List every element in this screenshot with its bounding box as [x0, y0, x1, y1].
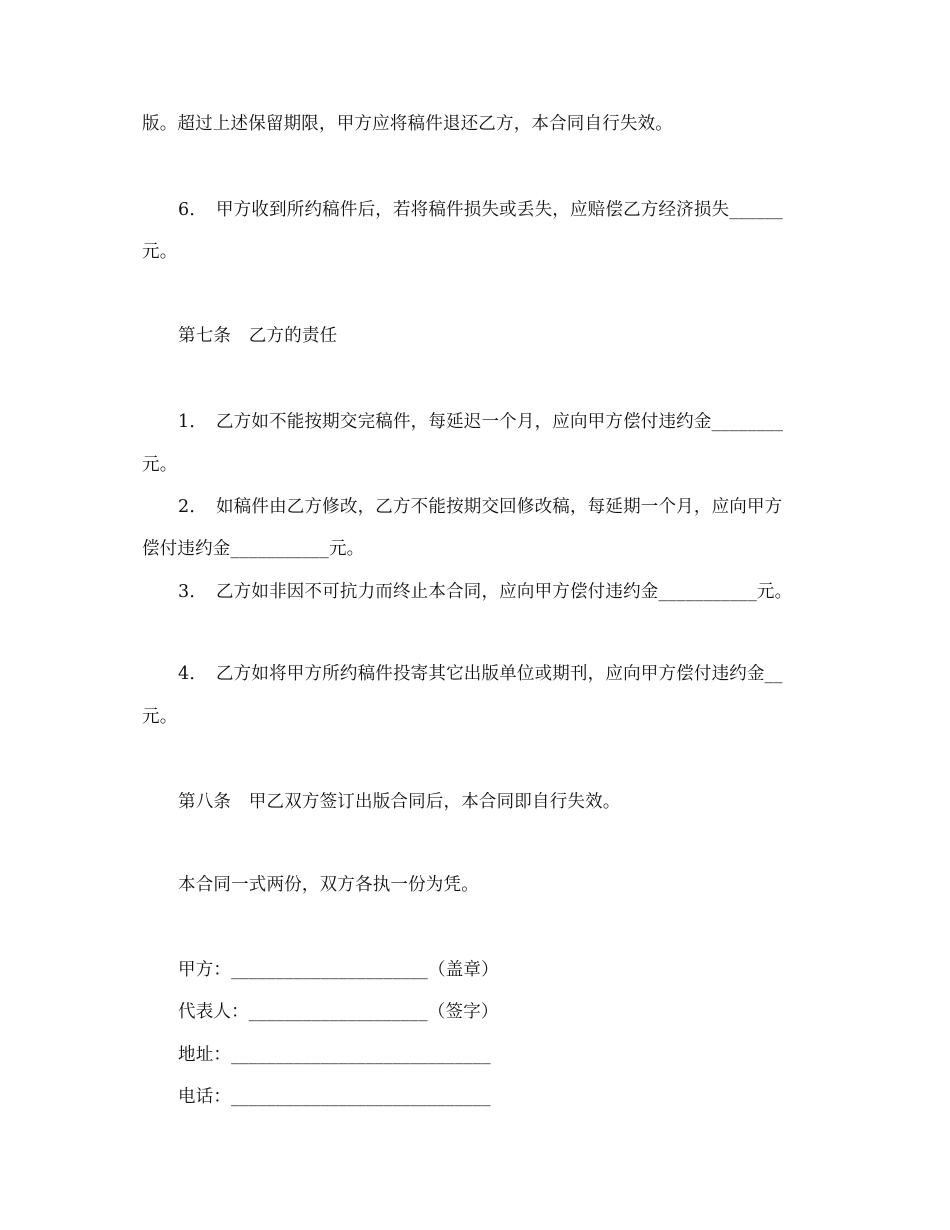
signature-address: 地址：_____________________________ [178, 1045, 491, 1065]
text-line: 4． 乙方如将甲方所约稿件投寄其它出版单位或期刊，应向甲方偿付违约金__ [178, 664, 783, 684]
signature-phone: 电话：_____________________________ [178, 1087, 491, 1107]
text-line: 2． 如稿件由乙方修改，乙方不能按期交回修改稿，每延期一个月，应向甲方 [178, 497, 783, 517]
text-line: 版。超过上述保留期限，甲方应将稿件退还乙方，本合同自行失效。 [142, 114, 673, 134]
text-line: 元。 [142, 707, 178, 727]
text-line: 元。 [142, 455, 178, 475]
signature-representative: 代表人：____________________（签字） [178, 1002, 499, 1022]
section-heading: 第七条 乙方的责任 [178, 326, 338, 346]
text-line: 3． 乙方如非因不可抗力而终止本合同，应向甲方偿付违约金___________元。 [178, 582, 793, 602]
text-line: 本合同一式两份，双方各执一份为凭。 [178, 875, 479, 895]
section-heading: 第八条 甲乙双方签订出版合同后，本合同即自行失效。 [178, 792, 621, 812]
text-line: 6． 甲方收到所约稿件后，若将稿件损失或丢失，应赔偿乙方经济损失______ [178, 200, 783, 220]
text-line: 元。 [142, 242, 178, 262]
text-line: 偿付违约金___________元。 [142, 539, 365, 559]
signature-party-a: 甲方：______________________（盖章） [178, 960, 499, 980]
text-line: 1． 乙方如不能按期交完稿件，每延迟一个月，应向甲方偿付违约金________ [178, 412, 784, 432]
